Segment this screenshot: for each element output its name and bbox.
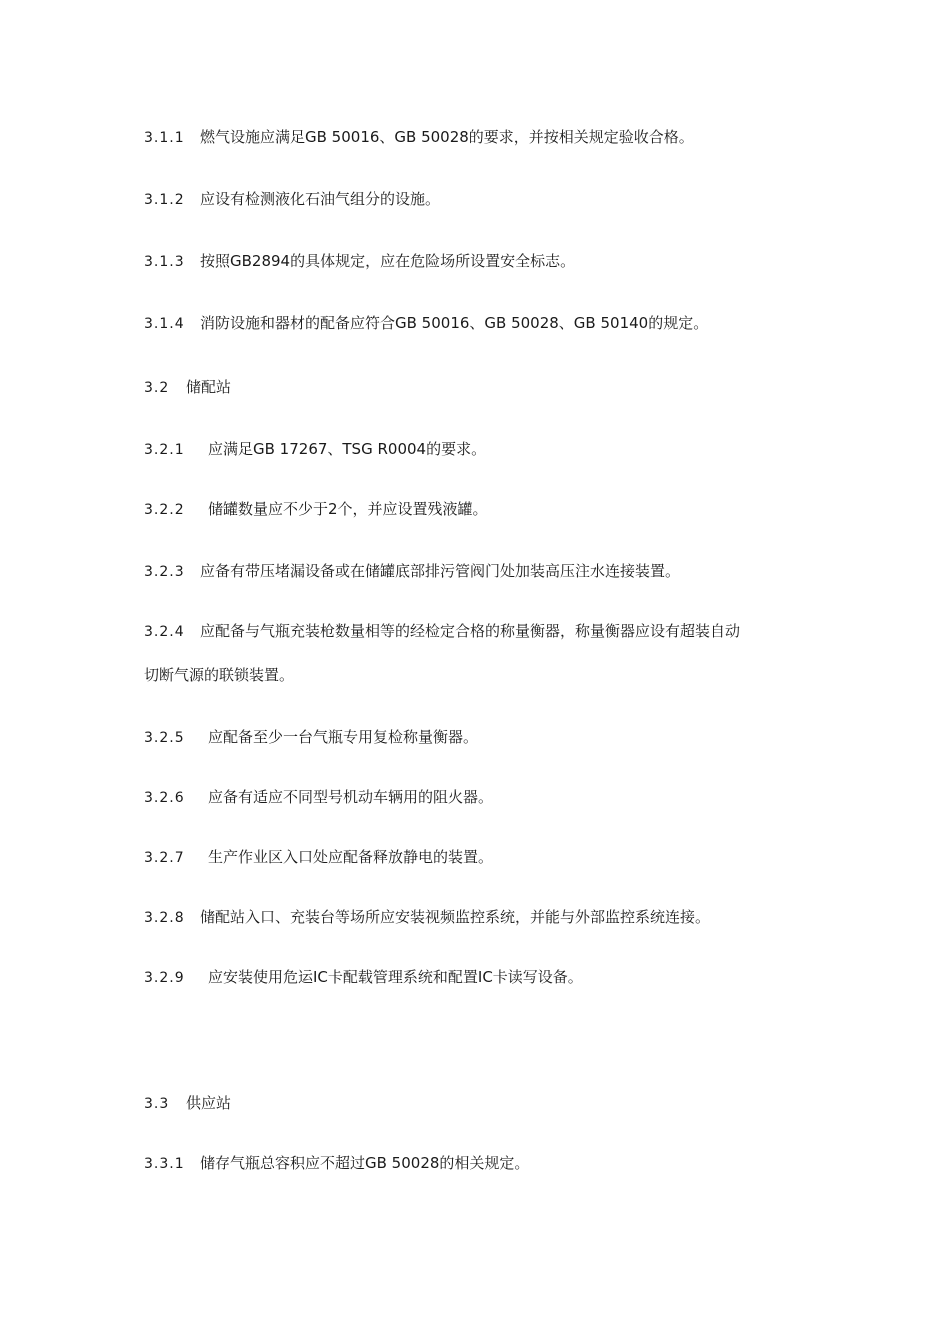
clause-number: 3.2.2 [144, 502, 185, 518]
clause-text: 应备有带压堵漏设备或在储罐底部排污管阀门处加装高压注水连接装置。 [200, 562, 681, 580]
clause-text: 应设有检测液化石油气组分的设施。 [200, 190, 441, 208]
clause-text: 燃气设施应满足GB 50016、GB 50028的要求，并按相关规定验收合格。 [200, 128, 694, 146]
section-number: 3.3 [144, 1096, 170, 1112]
section-title: 储配站 [186, 378, 232, 396]
clause-3-1-2 [144, 188, 824, 211]
clause-number: 3.2.1 [144, 442, 185, 458]
clause-number: 3.2.3 [144, 564, 185, 580]
clause-number: 3.1.1 [144, 130, 185, 146]
clause-3-2-5 [144, 726, 824, 749]
clause-number: 3.2.9 [144, 970, 185, 986]
clause-3-2-3 [144, 560, 824, 583]
section-3-3-heading [144, 1092, 824, 1115]
clause-text: 储配站入口、充装台等场所应安装视频监控系统，并能与外部监控系统连接。 [200, 908, 711, 926]
clause-3-2-4-continuation: 切断气源的联锁装置。 [144, 666, 295, 684]
clause-text: 应配备与气瓶充装枪数量相等的经检定合格的称量衡器，称量衡器应设有超装自动 [200, 622, 741, 640]
clause-3-2-1 [144, 438, 824, 461]
clause-3-2-9 [144, 966, 824, 989]
clause-3-2-6 [144, 786, 824, 809]
clause-text: 储存气瓶总容积应不超过GB 50028的相关规定。 [200, 1154, 530, 1172]
clause-text: 按照GB2894的具体规定，应在危险场所设置安全标志。 [200, 252, 576, 270]
clause-text: 应配备至少一台气瓶专用复检称量衡器。 [208, 728, 479, 746]
clause-number: 3.1.4 [144, 316, 185, 332]
clause-3-2-7 [144, 846, 824, 869]
clause-number: 3.1.2 [144, 192, 185, 208]
clause-text: 消防设施和器材的配备应符合GB 50016、GB 50028、GB 50140的规定。 [200, 314, 709, 332]
clause-3-1-1 [144, 126, 824, 149]
section-title: 供应站 [186, 1094, 232, 1112]
clause-number: 3.2.8 [144, 910, 185, 926]
clause-3-2-2 [144, 498, 824, 521]
clause-3-2-8 [144, 906, 824, 929]
clause-3-1-3 [144, 250, 824, 273]
clause-number: 3.2.7 [144, 850, 185, 866]
section-number: 3.2 [144, 380, 170, 396]
clause-3-3-1 [144, 1152, 824, 1175]
clause-number: 3.2.6 [144, 790, 185, 806]
clause-number: 3.1.3 [144, 254, 185, 270]
clause-number: 3.3.1 [144, 1156, 185, 1172]
clause-number: 3.2.5 [144, 730, 185, 746]
clause-text: 储罐数量应不少于2个，并应设置残液罐。 [208, 500, 488, 518]
section-3-2-heading [144, 376, 824, 399]
clause-3-1-4 [144, 312, 824, 335]
clause-text: 生产作业区入口处应配备释放静电的装置。 [208, 848, 494, 866]
clause-text: 应备有适应不同型号机动车辆用的阻火器。 [208, 788, 494, 806]
clause-3-2-4 [144, 620, 824, 643]
clause-text: 应安装使用危运IC卡配载管理系统和配置IC卡读写设备。 [208, 968, 583, 986]
clause-text: 应满足GB 17267、TSG R0004的要求。 [208, 440, 487, 458]
clause-number: 3.2.4 [144, 624, 185, 640]
